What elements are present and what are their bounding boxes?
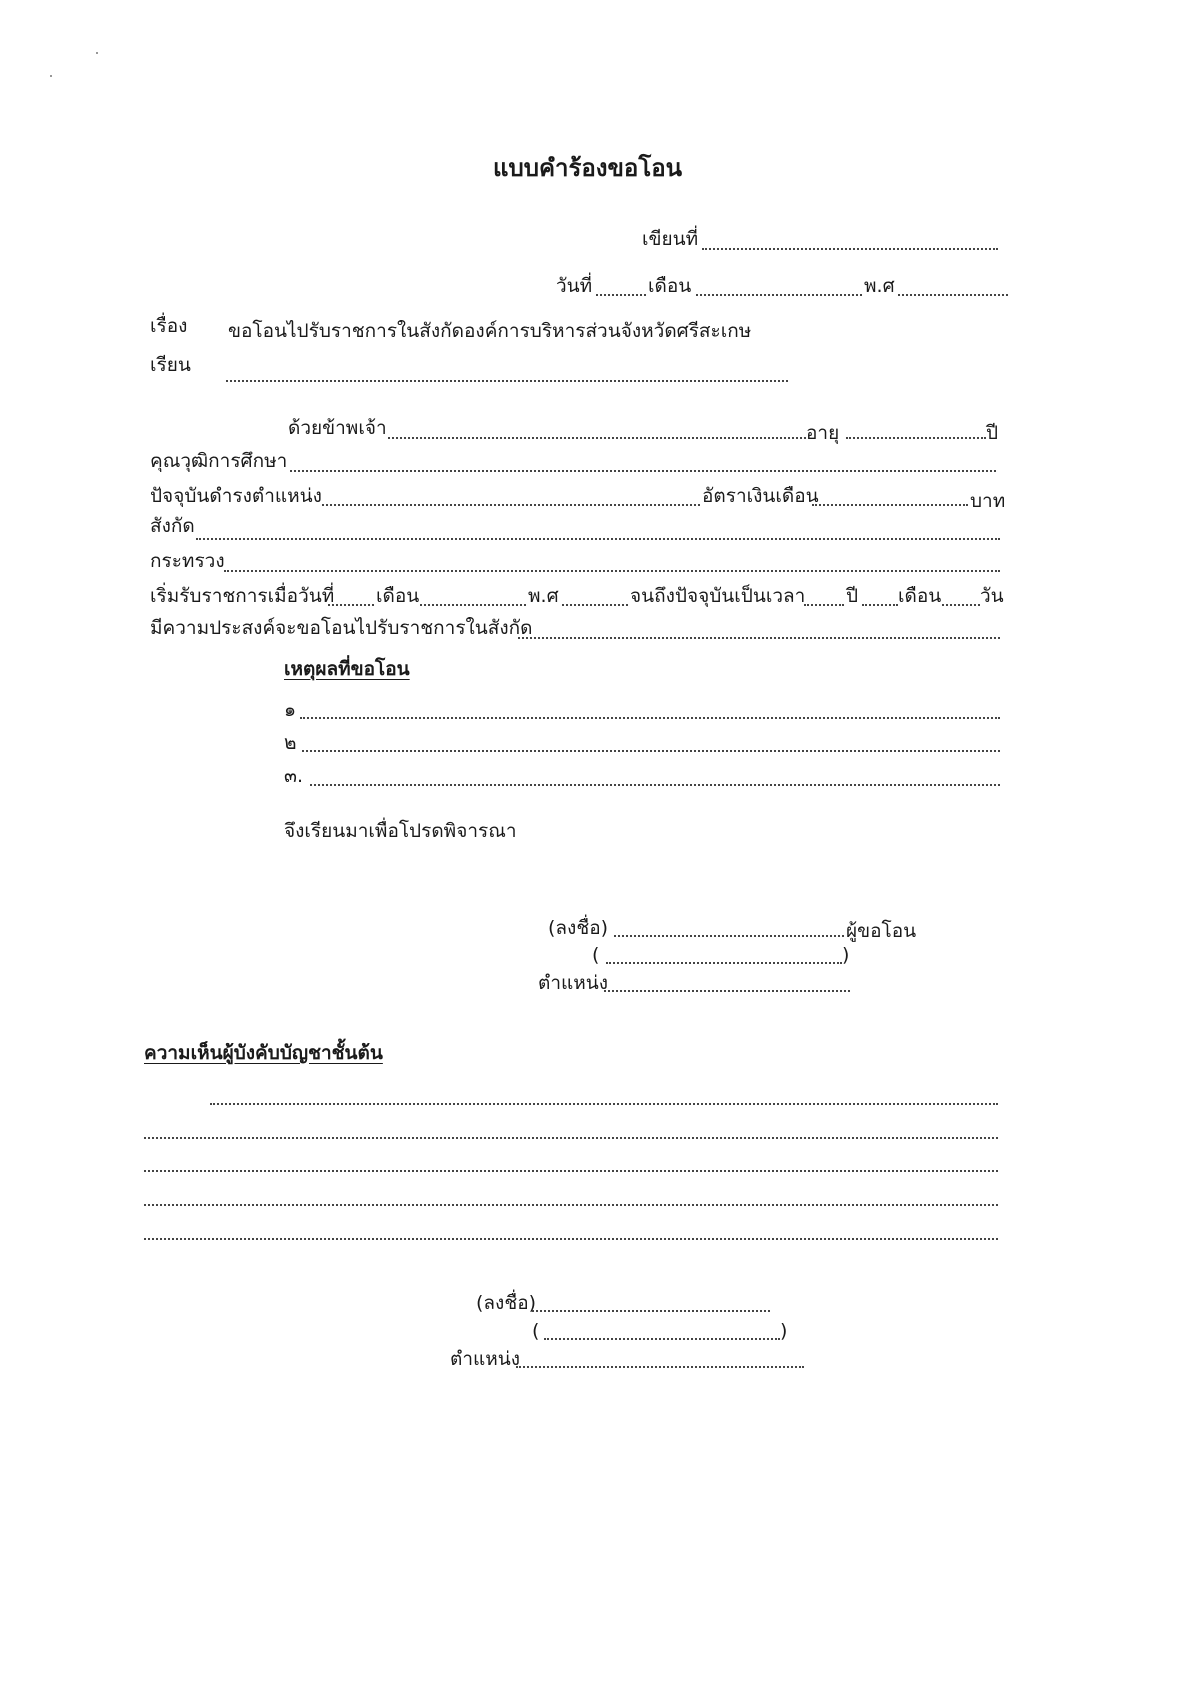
start-year-field[interactable] — [562, 604, 628, 606]
closing-text: จึงเรียนมาเพื่อโปรดพิจารณา — [284, 820, 517, 842]
supervisor-opinion-line-1[interactable] — [210, 1103, 998, 1105]
position-field[interactable] — [322, 504, 700, 506]
education-label: คุณวุฒิการศึกษา — [150, 450, 288, 472]
start-day-field[interactable] — [328, 604, 374, 606]
reason-1-field[interactable] — [300, 717, 1000, 719]
supervisor-position-label: ตำแหน่ง — [450, 1348, 521, 1370]
supervisor-opinion-line-3[interactable] — [144, 1170, 998, 1172]
education-field[interactable] — [290, 470, 996, 472]
supervisor-opinion-line-2[interactable] — [144, 1137, 998, 1139]
duration-days-field[interactable] — [942, 604, 980, 606]
supervisor-sign-label: (ลงชื่อ) — [476, 1292, 537, 1314]
salary-field[interactable] — [812, 504, 968, 506]
position-label: ปัจจุบันดำรงตำแหน่ง — [150, 485, 322, 507]
applicant-sign-label: (ลงชื่อ) — [548, 917, 609, 939]
reason-number: ๓. — [284, 765, 304, 787]
applicant-role: ผู้ขอโอน — [846, 920, 917, 942]
supervisor-position-field[interactable] — [516, 1366, 804, 1368]
salary-label: อัตราเงินเดือน — [702, 485, 819, 507]
wish-label: มีความประสงค์จะขอโอนไปรับราชการในสังกัด — [150, 617, 533, 639]
reason-number: ๒ — [284, 732, 297, 754]
supervisor-heading: ความเห็นผู้บังคับบัญชาชั้นต้น — [144, 1042, 383, 1064]
start-be-label: พ.ศ — [528, 585, 559, 607]
affiliation-field[interactable] — [196, 538, 1000, 540]
applicant-label: ด้วยข้าพเจ้า — [288, 417, 387, 439]
start-label: เริ่มรับราชการเมื่อวันที่ — [150, 585, 335, 607]
duration-years-label: ปี — [846, 585, 859, 607]
date-day-label: วันที่ — [556, 275, 593, 297]
duration-months-label: เดือน — [898, 585, 942, 607]
scan-speck — [50, 75, 52, 77]
affiliation-label: สังกัด — [150, 515, 195, 537]
supervisor-printed-name-field[interactable] — [544, 1338, 780, 1340]
until-label: จนถึงปัจจุบันเป็นเวลา — [630, 585, 806, 607]
age-label: อายุ — [806, 422, 840, 444]
reasons-heading: เหตุผลที่ขอโอน — [284, 658, 410, 680]
reason-number: ๑ — [284, 699, 297, 721]
scan-speck — [96, 52, 98, 54]
written-at-field[interactable] — [702, 248, 998, 250]
date-month-field[interactable] — [696, 294, 862, 296]
age-unit: ปี — [986, 422, 999, 444]
age-field[interactable] — [846, 437, 986, 439]
supervisor-close-paren: ) — [780, 1320, 788, 1342]
form-title: แบบคำร้องขอโอน — [493, 154, 683, 182]
supervisor-opinion-line-5[interactable] — [144, 1238, 998, 1240]
date-day-field[interactable] — [596, 294, 646, 296]
duration-months-field[interactable] — [862, 604, 898, 606]
subject-label: เรื่อง — [150, 315, 188, 337]
ministry-field[interactable] — [224, 570, 1000, 572]
supervisor-open-paren: ( — [532, 1320, 540, 1342]
wish-field[interactable] — [518, 637, 1000, 639]
start-month-field[interactable] — [420, 604, 526, 606]
date-year-label: พ.ศ — [864, 275, 895, 297]
applicant-position-label: ตำแหน่ง — [538, 972, 609, 994]
duration-years-field[interactable] — [804, 604, 844, 606]
supervisor-signature-field[interactable] — [532, 1310, 770, 1312]
reason-2-field[interactable] — [302, 750, 1000, 752]
applicant-open-paren: ( — [592, 944, 600, 966]
applicant-signature-field[interactable] — [614, 935, 844, 937]
to-field[interactable] — [226, 380, 788, 382]
to-label: เรียน — [150, 354, 191, 376]
written-at-label: เขียนที่ — [642, 228, 699, 250]
supervisor-opinion-line-4[interactable] — [144, 1204, 998, 1206]
applicant-close-paren: ) — [842, 944, 850, 966]
baht-unit: บาท — [970, 490, 1006, 512]
applicant-printed-name-field[interactable] — [606, 962, 842, 964]
date-year-field[interactable] — [898, 294, 1008, 296]
reason-3-field[interactable] — [310, 784, 1000, 786]
ministry-label: กระทรวง — [150, 550, 225, 572]
applicant-name-field[interactable] — [388, 437, 806, 439]
applicant-position-field[interactable] — [604, 990, 850, 992]
date-month-label: เดือน — [648, 275, 692, 297]
subject-text: ขอโอนไปรับราชการในสังกัดองค์การบริหารส่วนจังหวัดศรีสะเกษ — [228, 320, 752, 342]
duration-days-label: วัน — [980, 585, 1004, 607]
start-month-label: เดือน — [376, 585, 420, 607]
